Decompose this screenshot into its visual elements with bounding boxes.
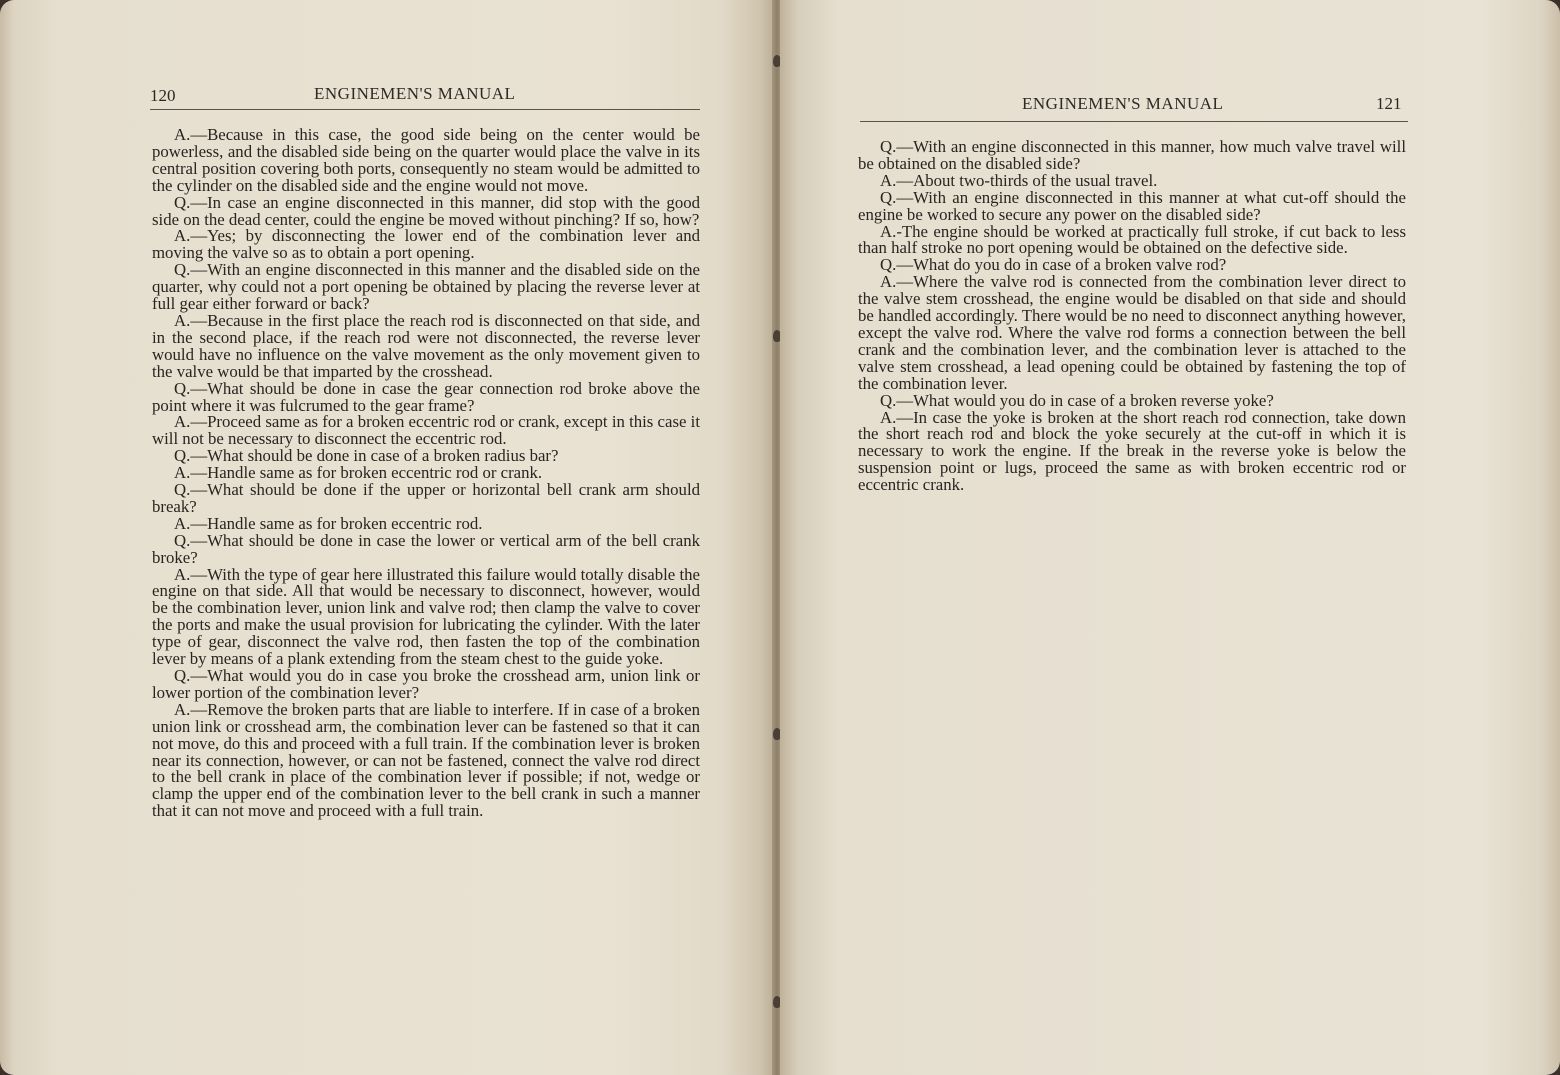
paragraph: A.—In case the yoke is broken at the short reach rod connection, take down the short reach rod and block the yoke securely at the cut-off in which it is necessary to work the engine. If the break in the reverse yoke is below the suspension point or lugs, proceed the same as with broken eccentric rod or eccentric crank. [858, 407, 1406, 495]
left-header-rule [150, 109, 700, 110]
paragraph: Q.—What would you do in case of a broken reverse yoke? [880, 390, 1274, 410]
paragraph: A.—About two-thirds of the usual travel. [880, 170, 1158, 190]
paragraph: A.—Because in the first place the reach rod is disconnected on that side, and in the second place, if the reach rod were not disconnected, the reverse lever would have no influence on the valve movement as the only movement given to the valve would be that imparted by the crosshead. [152, 310, 700, 381]
paragraph: A.—Handle same as for broken eccentric rod. [174, 513, 483, 533]
left-page-number: 120 [150, 86, 176, 105]
paragraph: Q.—What should be done in case of a broken radius bar? [174, 446, 559, 466]
paragraph: A.—Where the valve rod is connected from the combination lever direct to the valve stem crosshead, the engine would be disabled on that side and should be handled accordingly. There would be no need to disconnect anything however, except the valve rod. Where the valve rod forms a connection between the bell crank and the combination lever, and the combination lever is attached to the valve stem crosshead, a lead opening could be obtained by fastening the top of the combination lever. [858, 272, 1406, 393]
paragraph: Q.—With an engine disconnected in this manner, how much valve travel will be obtained on the disabled side? [858, 137, 1406, 173]
paragraph: Q.—In case an engine disconnected in this manner, did stop with the good side on the dead center, could the engine be moved without pinching? If so, how? [152, 192, 700, 229]
paragraph: Q.—With an engine disconnected in this manner at what cut-off should the engine be worked to secure any power on the disabled side? [858, 187, 1406, 224]
paragraph: A.—Because in this case, the good side being on the center would be powerless, and the disabled side being on the quarter would place the valve in its central position covering both ports, consequently no steam would be admitted to the cylinder on the disabled side and the engine would not move. [152, 125, 700, 195]
right-page-body [858, 139, 1406, 494]
paragraph: A.—Yes; by disconnecting the lower end of the combination lever and moving the valve so as to obtain a port opening. [152, 226, 700, 263]
paragraph: A.—Remove the broken parts that are liable to interfere. If in case of a broken union link or crosshead arm, the combination lever can be fastened so that it can not move, do this and proceed with a full train. If the combination lever is broken near its connection, however, or can not be fastened, connect the valve rod direct to the bell crank in place of the combination lever if possible; if not, wedge or clamp the upper end of the combination lever to the bell crank in such a manner that it can not move and proceed with a full train. [152, 699, 700, 821]
right-page-number: 121 [1376, 94, 1402, 113]
paragraph: A.—With the type of gear here illustrated this failure would totally disable the engine on that side. All that would be necessary to disconnect, however, would be the combination lever, union link and valve rod; then clamp the valve to cover the ports and make the usual provision for lubricating the cylinder. With the later type of gear, disconnect the valve rod, then fasten the top of the combination lever by means of a plank extending from the steam chest to the guide yoke. [152, 564, 700, 669]
paragraph: Q.—What would you do in case you broke the crosshead arm, union link or lower portion of the combination lever? [152, 666, 700, 702]
paragraph: Q.—With an engine disconnected in this manner and the disabled side on the quarter, why could not a port opening be obtained by placing the reverse lever at full gear either forward or back? [152, 260, 700, 314]
paragraph: Q.—What should be done in case the gear connection rod broke above the point where it was fulcrumed to the gear frame? [152, 378, 700, 415]
left-page-body [152, 127, 700, 820]
paragraph: A.-The engine should be worked at practically full stroke, if cut back to less than half stroke no port opening would be obtained on the defective side. [858, 221, 1406, 258]
right-running-head: ENGINEMEN'S MANUAL [1022, 94, 1224, 113]
paragraph: Q.—What should be done in case the lower or vertical arm of the bell crank broke? [152, 530, 700, 567]
paragraph: Q.—What should be done if the upper or horizontal bell crank arm should break? [152, 480, 700, 516]
right-header-rule [860, 121, 1408, 122]
paragraph: A.—Handle same as for broken eccentric rod or crank. [174, 463, 543, 483]
paragraph: A.—Proceed same as for a broken eccentric rod or crank, except in this case it will not be necessary to disconnect the eccentric rod. [152, 412, 700, 449]
left-page [0, 0, 776, 1075]
paragraph: Q.—What do you do in case of a broken valve rod? [880, 255, 1227, 275]
left-running-head: ENGINEMEN'S MANUAL [314, 84, 516, 103]
